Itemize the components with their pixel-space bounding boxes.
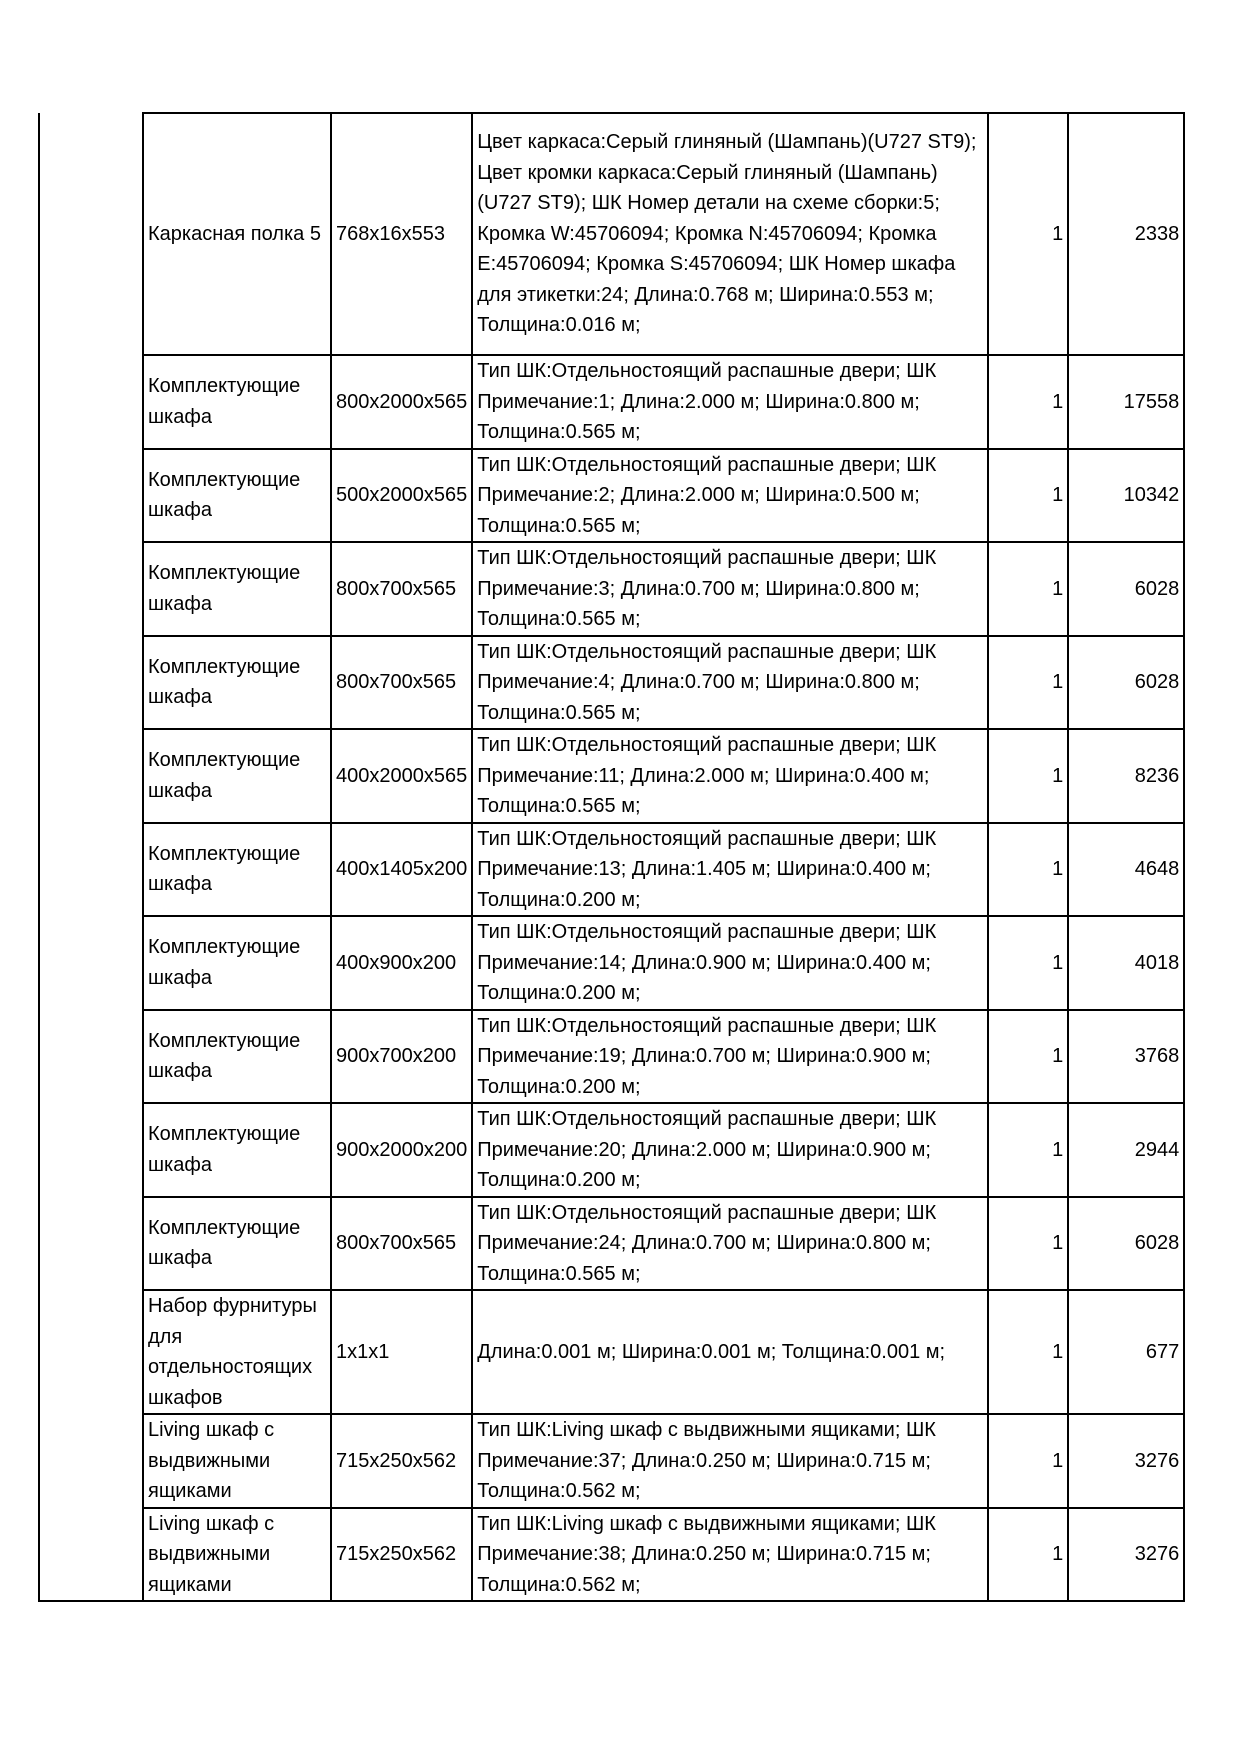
item-size-cell: 800x2000x565	[331, 355, 472, 449]
item-description-cell: Тип ШК:Отдельностоящий распашные двери; ШК Примечание:3; Длина:0.700 м; Ширина:0.800 м; Толщина:0.565 м;	[472, 542, 988, 636]
item-size-cell: 768x16x553	[331, 113, 472, 355]
item-name-cell: Комплектующие шкафа	[143, 1010, 331, 1104]
item-size-cell: 800x700x565	[331, 542, 472, 636]
blank-cell	[39, 1508, 143, 1602]
item-name-cell: Комплектующие шкафа	[143, 1103, 331, 1197]
item-price-cell: 8236	[1068, 729, 1184, 823]
item-price-cell: 3276	[1068, 1414, 1184, 1508]
blank-cell	[39, 1103, 143, 1197]
item-quantity-cell: 1	[988, 1197, 1068, 1291]
item-size-cell: 800x700x565	[331, 636, 472, 730]
item-description-cell: Тип ШК:Отдельностоящий распашные двери; ШК Примечание:11; Длина:2.000 м; Ширина:0.400 м; Толщина:0.565 м;	[472, 729, 988, 823]
item-size-cell: 715x250x562	[331, 1508, 472, 1602]
table-row	[39, 113, 1184, 355]
item-size-cell: 400x900x200	[331, 916, 472, 1010]
item-quantity-cell: 1	[988, 916, 1068, 1010]
item-price-cell: 3276	[1068, 1508, 1184, 1602]
item-quantity-cell: 1	[988, 1010, 1068, 1104]
item-size-cell: 900x700x200	[331, 1010, 472, 1104]
item-price-cell: 6028	[1068, 1197, 1184, 1291]
item-description-cell: Тип ШК:Living шкаф с выдвижными ящиками; ШК Примечание:38; Длина:0.250 м; Ширина:0.715 м; Толщина:0.562 м;	[472, 1508, 988, 1602]
item-quantity-cell: 1	[988, 1414, 1068, 1508]
item-quantity-cell: 1	[988, 449, 1068, 543]
item-name-cell: Комплектующие шкафа	[143, 1197, 331, 1291]
item-description-cell: Цвет каркаса:Серый глиняный (Шампань)(U727 ST9); Цвет кромки каркаса:Серый глиняный (Шампань)(U727 ST9); ШК Номер детали на схеме сборки:5; Кромка W:45706094; Кромка N:45706094; Кромка E:45706094; Кромка S:45706094; ШК Номер шкафа для этикетки:24; Длина:0.768 м; Ширина:0.553 м; Толщина:0.016 м;	[472, 113, 988, 355]
item-description-cell: Тип ШК:Отдельностоящий распашные двери; ШК Примечание:19; Длина:0.700 м; Ширина:0.900 м; Толщина:0.200 м;	[472, 1010, 988, 1104]
item-size-cell: 715x250x562	[331, 1414, 472, 1508]
table-row	[39, 636, 1184, 730]
item-price-cell: 2944	[1068, 1103, 1184, 1197]
table-row	[39, 355, 1184, 449]
item-size-cell: 400x2000x565	[331, 729, 472, 823]
table-row	[39, 823, 1184, 917]
item-price-cell: 2338	[1068, 113, 1184, 355]
blank-cell	[39, 542, 143, 636]
item-name-cell: Комплектующие шкафа	[143, 355, 331, 449]
blank-cell	[39, 729, 143, 823]
item-quantity-cell: 1	[988, 823, 1068, 917]
item-description-cell: Тип ШК:Отдельностоящий распашные двери; ШК Примечание:4; Длина:0.700 м; Ширина:0.800 м; Толщина:0.565 м;	[472, 636, 988, 730]
item-name-cell: Комплектующие шкафа	[143, 916, 331, 1010]
item-description-cell: Тип ШК:Отдельностоящий распашные двери; ШК Примечание:13; Длина:1.405 м; Ширина:0.400 м; Толщина:0.200 м;	[472, 823, 988, 917]
item-description-cell: Тип ШК:Отдельностоящий распашные двери; ШК Примечание:24; Длина:0.700 м; Ширина:0.800 м; Толщина:0.565 м;	[472, 1197, 988, 1291]
blank-cell	[39, 1197, 143, 1291]
table-row	[39, 729, 1184, 823]
item-size-cell: 800x700x565	[331, 1197, 472, 1291]
table-row	[39, 1290, 1184, 1414]
item-price-cell: 4648	[1068, 823, 1184, 917]
item-price-cell: 10342	[1068, 449, 1184, 543]
item-name-cell: Комплектующие шкафа	[143, 636, 331, 730]
table-row	[39, 916, 1184, 1010]
item-quantity-cell: 1	[988, 1103, 1068, 1197]
blank-cell	[39, 1414, 143, 1508]
item-name-cell: Комплектующие шкафа	[143, 823, 331, 917]
item-quantity-cell: 1	[988, 113, 1068, 355]
table-row	[39, 1197, 1184, 1291]
item-price-cell: 6028	[1068, 636, 1184, 730]
item-size-cell: 900x2000x200	[331, 1103, 472, 1197]
item-price-cell: 6028	[1068, 542, 1184, 636]
item-quantity-cell: 1	[988, 636, 1068, 730]
item-price-cell: 17558	[1068, 355, 1184, 449]
blank-cell	[39, 916, 143, 1010]
item-description-cell: Тип ШК:Living шкаф с выдвижными ящиками; ШК Примечание:37; Длина:0.250 м; Ширина:0.715 м; Толщина:0.562 м;	[472, 1414, 988, 1508]
item-size-cell: 400x1405x200	[331, 823, 472, 917]
item-name-cell: Набор фурнитуры для отдельностоящих шкафов	[143, 1290, 331, 1414]
item-price-cell: 677	[1068, 1290, 1184, 1414]
item-description-cell: Тип ШК:Отдельностоящий распашные двери; ШК Примечание:2; Длина:2.000 м; Ширина:0.500 м; Толщина:0.565 м;	[472, 449, 988, 543]
item-quantity-cell: 1	[988, 729, 1068, 823]
item-name-cell: Living шкаф с выдвижными ящиками	[143, 1414, 331, 1508]
item-size-cell: 500x2000x565	[331, 449, 472, 543]
item-name-cell: Комплектующие шкафа	[143, 542, 331, 636]
table-row	[39, 449, 1184, 543]
table-row	[39, 542, 1184, 636]
table-row	[39, 1414, 1184, 1508]
item-description-cell: Тип ШК:Отдельностоящий распашные двери; ШК Примечание:20; Длина:2.000 м; Ширина:0.900 м; Толщина:0.200 м;	[472, 1103, 988, 1197]
item-quantity-cell: 1	[988, 355, 1068, 449]
table-row	[39, 1010, 1184, 1104]
specification-table	[38, 112, 1185, 1602]
blank-cell	[39, 449, 143, 543]
blank-cell	[39, 636, 143, 730]
blank-cell	[39, 355, 143, 449]
item-description-cell: Тип ШК:Отдельностоящий распашные двери; ШК Примечание:1; Длина:2.000 м; Ширина:0.800 м; Толщина:0.565 м;	[472, 355, 988, 449]
item-name-cell: Living шкаф с выдвижными ящиками	[143, 1508, 331, 1602]
blank-cell	[39, 113, 143, 355]
item-quantity-cell: 1	[988, 1508, 1068, 1602]
item-name-cell: Каркасная полка 5	[143, 113, 331, 355]
item-quantity-cell: 1	[988, 542, 1068, 636]
item-price-cell: 3768	[1068, 1010, 1184, 1104]
item-quantity-cell: 1	[988, 1290, 1068, 1414]
item-name-cell: Комплектующие шкафа	[143, 449, 331, 543]
item-price-cell: 4018	[1068, 916, 1184, 1010]
item-name-cell: Комплектующие шкафа	[143, 729, 331, 823]
item-description-cell: Длина:0.001 м; Ширина:0.001 м; Толщина:0.001 м;	[472, 1290, 988, 1414]
item-size-cell: 1x1x1	[331, 1290, 472, 1414]
item-description-cell: Тип ШК:Отдельностоящий распашные двери; ШК Примечание:14; Длина:0.900 м; Ширина:0.400 м; Толщина:0.200 м;	[472, 916, 988, 1010]
blank-cell	[39, 1010, 143, 1104]
blank-cell	[39, 823, 143, 917]
table-row	[39, 1508, 1184, 1602]
table-row	[39, 1103, 1184, 1197]
blank-cell	[39, 1290, 143, 1414]
